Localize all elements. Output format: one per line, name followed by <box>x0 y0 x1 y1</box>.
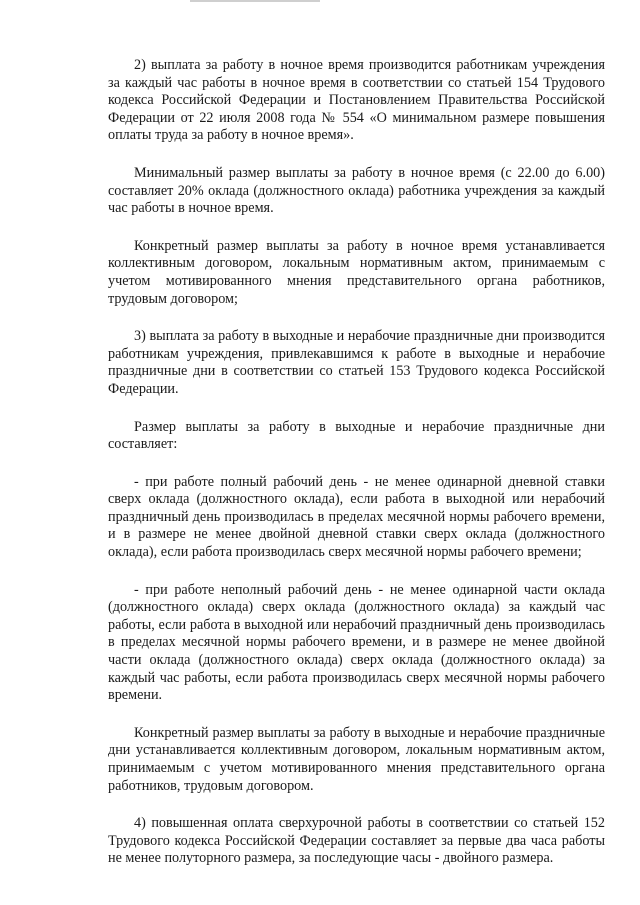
document-body <box>108 57 605 868</box>
paragraph-holiday-work-payment: 3) выплата за работу в выходные и нерабочие праздничные дни производится работникам учреждения, привлекавшимся к работе в выходные и нерабочие праздничные дни в соответствии со статьей 153 Трудового кодекса Российской Федерации. <box>108 328 605 397</box>
paragraph-overtime: 4) повышенная оплата сверхурочной работы в соответствии со статьей 152 Трудового кодекса Российской Федерации составляет за первые два часа работы не менее полуторного размера, за последующие часы - двойного размера. <box>108 815 605 867</box>
paragraph-night-work-minimum: Минимальный размер выплаты за работу в ночное время (с 22.00 до 6.00) составляет 20% оклада (должностного оклада) работника учреждения за каждый час работы в ночное время. <box>108 164 605 217</box>
paragraph-night-work-specific: Конкретный размер выплаты за работу в ночное время устанавливается коллективным договором, локальным нормативным актом, принимаемым с учетом мотивированного мнения представительного органа работников, трудовым договором; <box>108 237 605 307</box>
paragraph-full-day: - при работе полный рабочий день - не менее одинарной дневной ставки сверх оклада (должностного оклада), если работа в выходной или нерабочий праздничный день производилась в пределах месячной нормы рабочего времени, и в размере не менее двойной дневной ставки сверх оклада (должностного оклада), если работа производилась сверх месячной нормы рабочего времени; <box>108 473 605 561</box>
paragraph-partial-day: - при работе неполный рабочий день - не менее одинарной части оклада (должностного оклада) сверх оклада (должностного оклада) за каждый час работы, если работа в выходной или нерабочий праздничный день производилась в пределах месячной нормы рабочего времени, и в размере не менее двойной части оклада (должностного оклада) сверх оклада (должностного оклада) за каждый час работы, если работа производилась сверх месячной нормы рабочего времени. <box>108 581 605 704</box>
paragraph-holiday-work-specific: Конкретный размер выплаты за работу в выходные и нерабочие праздничные дни устанавливается коллективным договором, локальным нормативным актом, принимаемым с учетом мотивированного мнения представительного органа работников, трудовым договором. <box>108 724 605 794</box>
paragraph-holiday-work-size: Размер выплаты за работу в выходные и нерабочие праздничные дни составляет: <box>108 418 605 453</box>
paragraph-night-work-payment: 2) выплата за работу в ночное время производится работникам учреждения за каждый час работы в ночное время в соответствии со статьей 154 Трудового кодекса Российской Федерации и Постановлением Правительства Российской Федерации от 22 июля 2008 года № 554 «О минимальном размере повышения оплаты труда за работу в ночное время». <box>108 57 605 144</box>
scan-artifact-line <box>190 0 320 2</box>
